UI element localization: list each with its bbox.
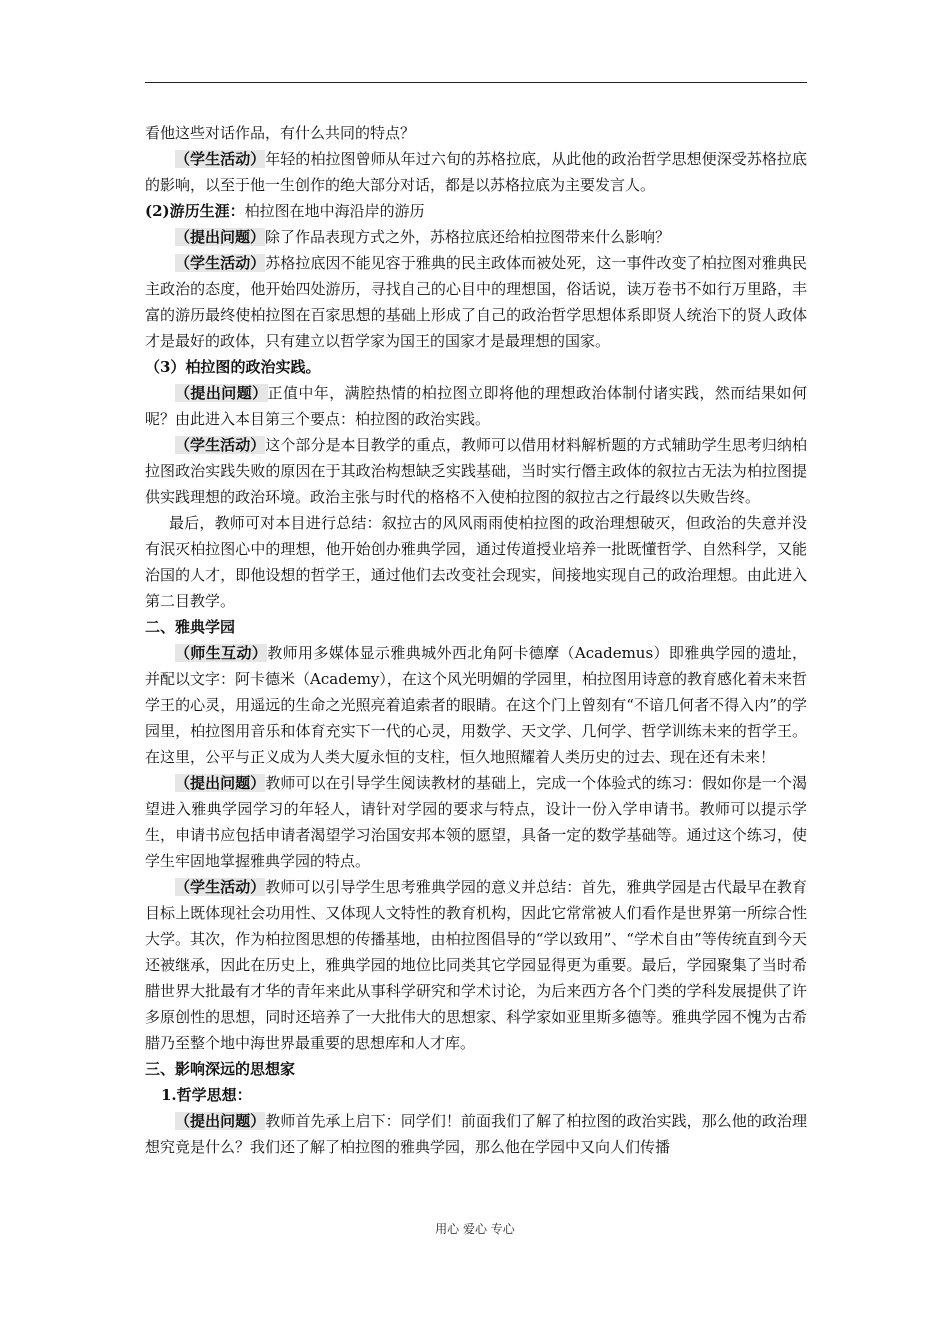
paragraph: （提出问题）除了作品表现方式之外，苏格拉底还给柏拉图带来什么影响？	[175, 228, 671, 246]
activity-tag: （学生活动）	[175, 878, 266, 896]
paragraph: （学生活动）这个部分是本目教学的重点，教师可以借用材料解析题的方式辅助学生思考归纳柏拉图政治实践失败的原因在于其政治构想缺乏实践基础，当时实行僭主政体的叙拉古无法为柏拉图提供实践理想的政治环境。政治主张与时代的格格不入使柏拉图的叙拉古之行最终以失败告终。	[145, 436, 807, 506]
section-heading: 三、影响深远的思想家	[145, 1060, 296, 1078]
section-heading: 二、雅典学园	[145, 618, 236, 636]
activity-tag: （学生活动）	[175, 254, 266, 272]
activity-tag: （师生互动）	[175, 644, 268, 662]
paragraph: 看他这些对话作品，有什么共同的特点？	[145, 124, 416, 142]
paragraph: （师生互动）教师用多媒体显示雅典城外西北角阿卡德摩（Academus）即雅典学园的遗址，并配以文字：阿卡德米（Academy），在这个风光明媚的学园里，柏拉图用诗意的教育感化着未来哲学王的心灵，用遥远的生命之光照亮着追索者的眼睛。在这个门上曾刻有“不谙几何者不得入内”的学园里，柏拉图用音乐和体育充实下一代的心灵，用数学、天文学、几何学、哲学训练未来的哲学王。在这里，公平与正义成为人类大厦永恒的支柱，恒久地照耀着人类历史的过去、现在还有未来！	[145, 644, 807, 766]
paragraph: （学生活动）年轻的柏拉图曾师从年过六旬的苏格拉底，从此他的政治哲学思想便深受苏格拉底的影响，以至于他一生创作的绝大部分对话，都是以苏格拉底为主要发言人。	[145, 150, 807, 194]
subsection-heading: 1.哲学思想：	[161, 1086, 252, 1104]
paragraph: （提出问题）教师可以在引导学生阅读教材的基础上，完成一个体验式的练习：假如你是一个渴望进入雅典学园学习的年轻人，请针对学园的要求与特点，设计一份入学申请书。教师可以提示学生，申请书应包括申请者渴望学习治国安邦本领的愿望，具备一定的数学基础等。通过这个练习，使学生牢固地掌握雅典学园的特点。	[145, 774, 807, 870]
activity-tag: （学生活动）	[175, 150, 266, 168]
paragraph: 最后，教师可对本目进行总结：叙拉古的风风雨雨使柏拉图的政治理想破灭，但政治的失意并没有泯灭柏拉图心中的理想，他开始创办雅典学园，通过传道授业培养一批既懂哲学、自然科学，又能治国的人才，即他设想的哲学王，通过他们去改变社会现实，间接地实现自己的政治理想。由此进入第二目教学。	[145, 514, 807, 610]
activity-tag: （提出问题）	[175, 384, 268, 402]
section-heading: （3）柏拉图的政治实践。	[145, 358, 321, 376]
document-body	[145, 120, 807, 1160]
paragraph: （学生活动）教师可以引导学生思考雅典学园的意义并总结：首先，雅典学园是古代最早在教育目标上既体现社会功用性、又体现人文特性的教育机构，因此它常常被人们看作是世界第一所综合性大学。其次，作为柏拉图思想的传播基地，由柏拉图倡导的“学以致用”、“学术自由”等传统直到今天还被继承，因此在历史上，雅典学园的地位比同类其它学园显得更为重要。最后，学园聚集了当时希腊世界大批最有才华的青年来此从事科学研究和学术讨论，为后来西方各个门类的学科发展提供了许多原创性的思想，同时还培养了一大批伟大的思想家、科学家如亚里斯多德等。雅典学园不愧为古希腊乃至整个地中海世界最重要的思想库和人才库。	[145, 878, 807, 1052]
activity-tag: （学生活动）	[175, 436, 266, 454]
activity-tag: （提出问题）	[175, 774, 266, 792]
activity-tag: （提出问题）	[175, 1112, 266, 1130]
page-footer: 用心 爱心 专心	[435, 1222, 515, 1236]
section-heading: (2)游历生涯：柏拉图在地中海沿岸的游历	[145, 202, 425, 220]
activity-tag: （提出问题）	[175, 228, 266, 246]
paragraph: （学生活动）苏格拉底因不能见容于雅典的民主政体而被处死，这一事件改变了柏拉图对雅典民主政治的态度，他开始四处游历，寻找自己的心目中的理想国，俗话说，读万卷书不如行万里路，丰富的游历最终使柏拉图在百家思想的基础上形成了自己的政治哲学思想体系即贤人统治下的贤人政体才是最好的政体，只有建立以哲学家为国王的国家才是最理想的国家。	[145, 254, 807, 350]
paragraph: （提出问题）教师首先承上启下：同学们！前面我们了解了柏拉图的政治实践，那么他的政治理想究竟是什么？我们还了解了柏拉图的雅典学园，那么他在学园中又向人们传播	[145, 1112, 807, 1156]
header-rule	[145, 82, 807, 83]
paragraph: （提出问题）正值中年，满腔热情的柏拉图立即将他的理想政治体制付诸实践，然而结果如何呢？由此进入本目第三个要点：柏拉图的政治实践。	[145, 384, 807, 428]
